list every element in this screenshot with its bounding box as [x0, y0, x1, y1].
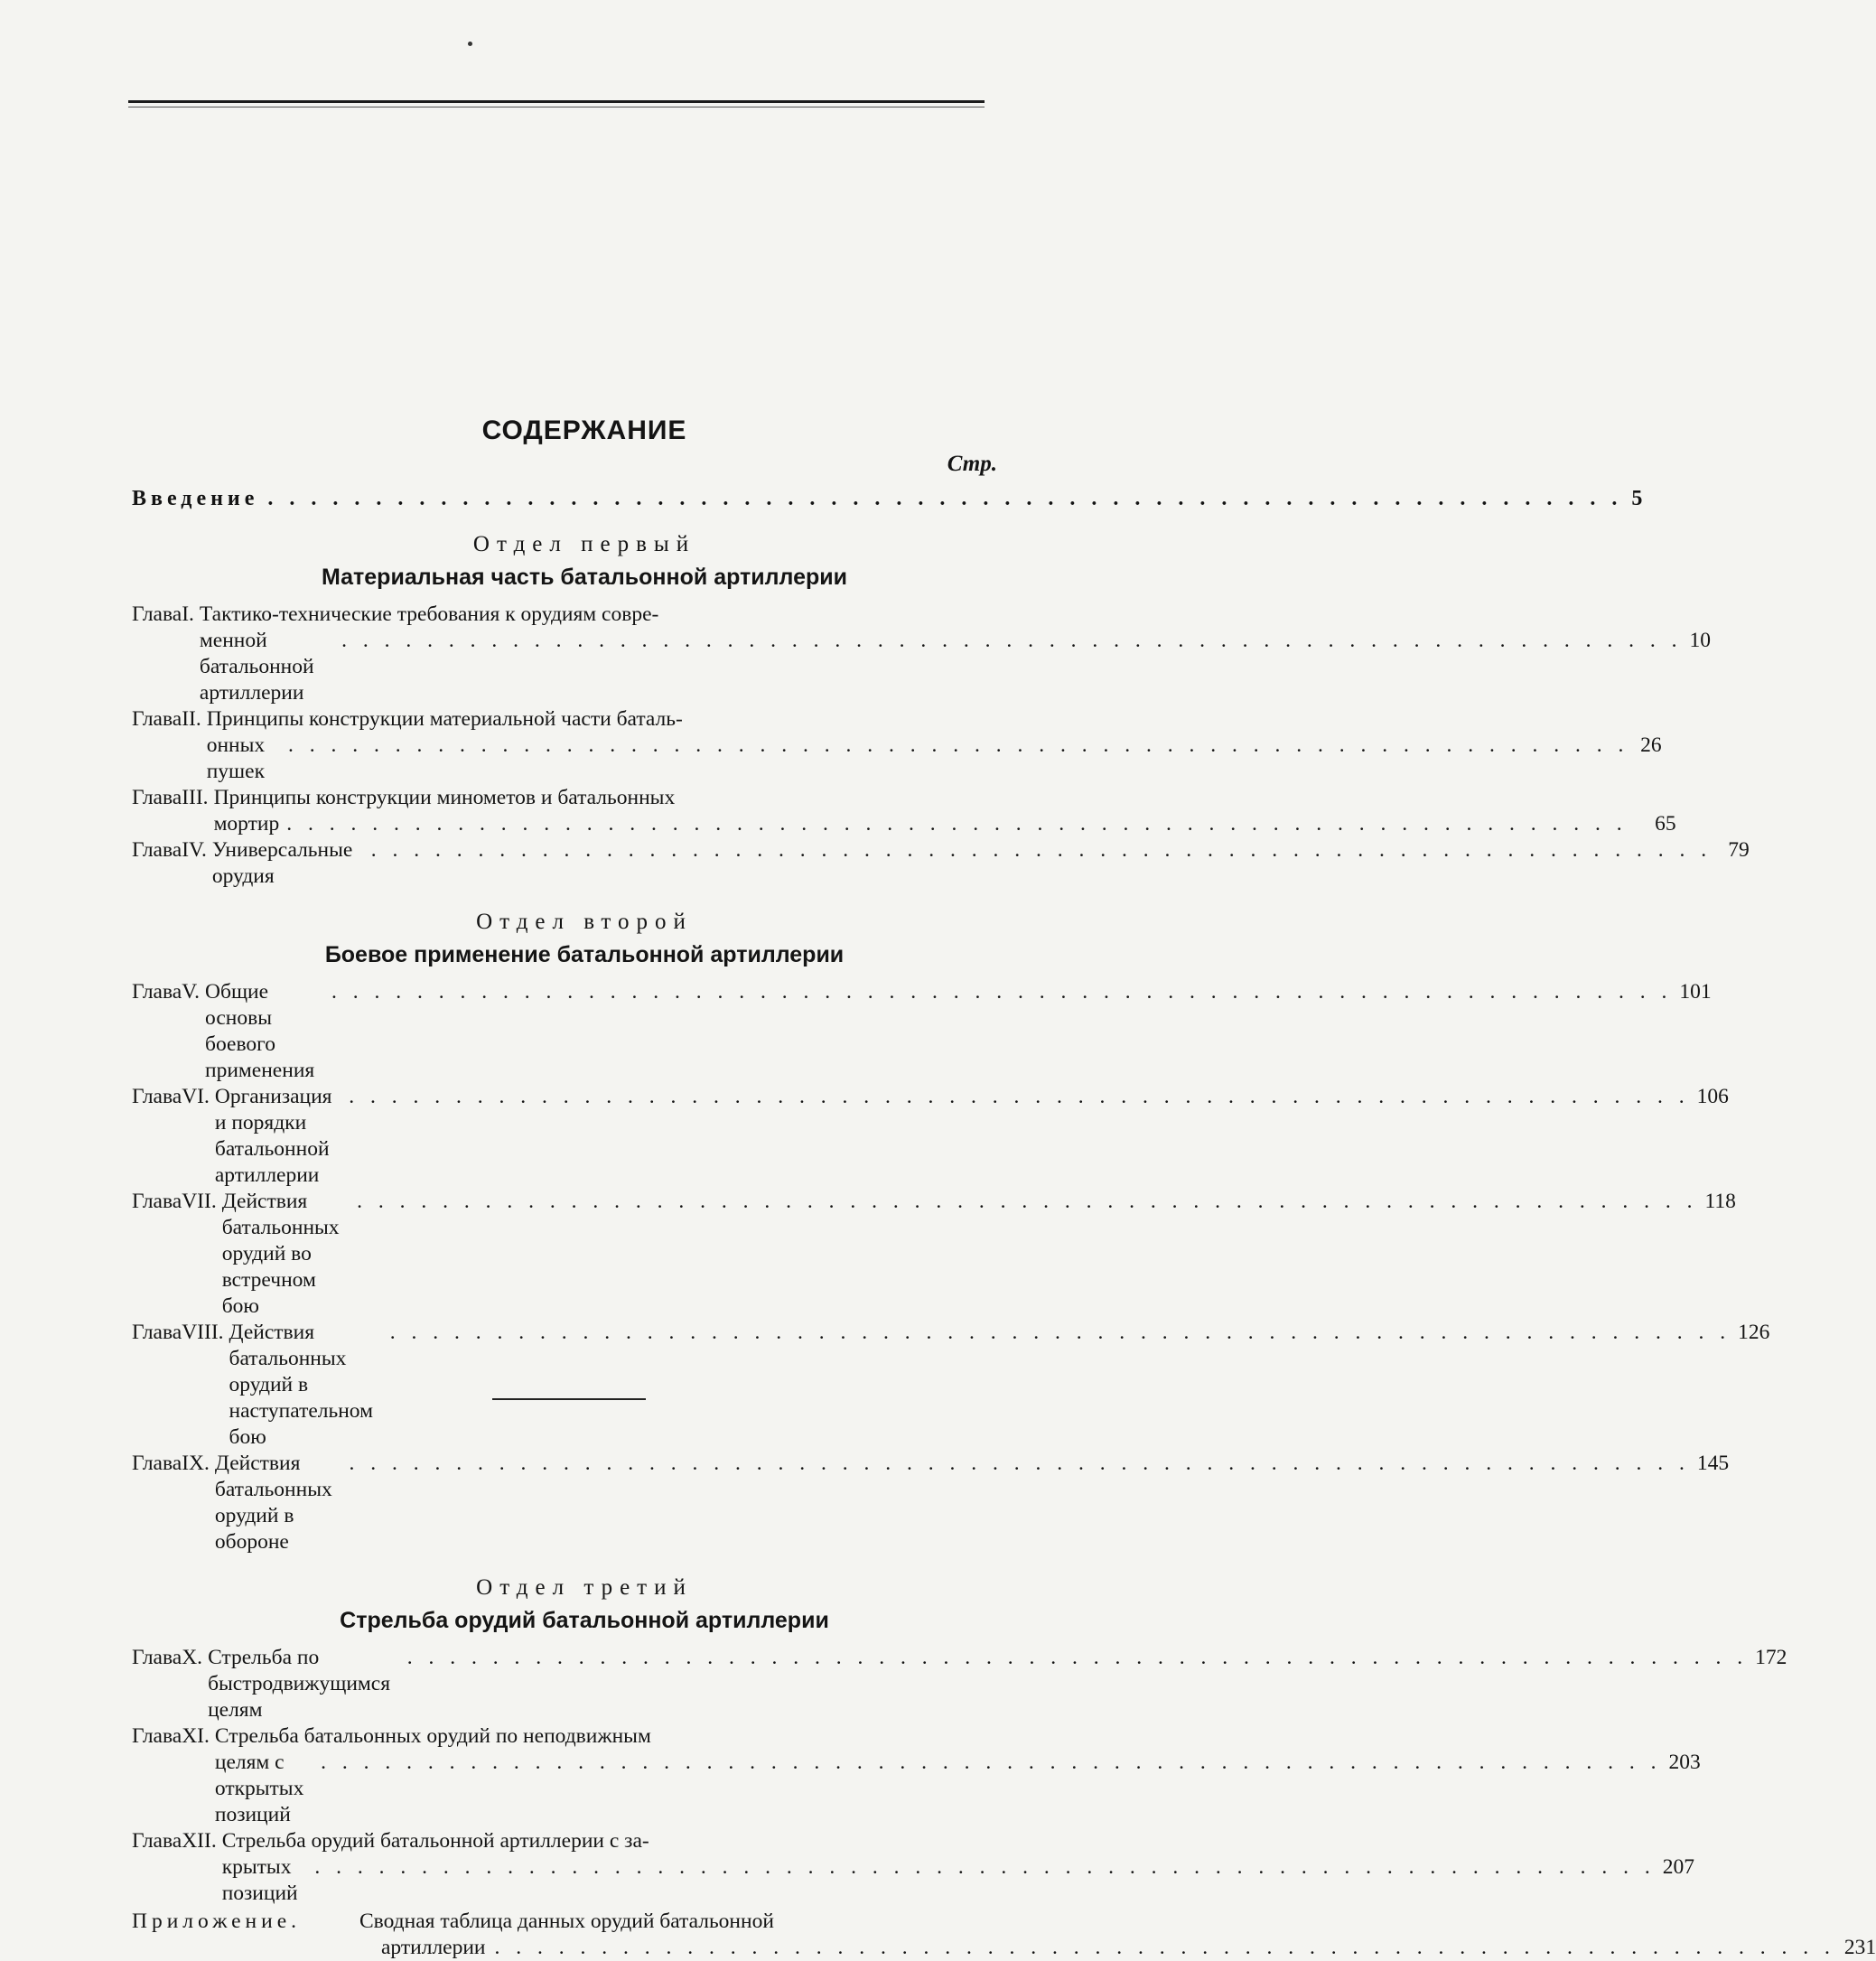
chapter-word: Глава — [132, 1321, 182, 1344]
chapter-word: Глава — [132, 1190, 182, 1213]
chapter-number: VI. — [182, 1085, 210, 1108]
chapter-word: Глава — [132, 1085, 182, 1108]
leader-dots — [349, 1451, 1689, 1555]
chapter-page: 65 — [1655, 812, 1676, 836]
chapter-page: 79 — [1728, 838, 1750, 862]
chapter-last-line — [215, 1451, 1729, 1555]
chapter-entry[interactable] — [132, 1320, 1770, 1451]
section-title: Материальная часть батальонной артиллерии — [322, 565, 847, 590]
chapter-page: 203 — [1668, 1751, 1701, 1774]
chapter-page: 106 — [1696, 1085, 1729, 1108]
chapter-number: VIII. — [182, 1321, 224, 1344]
leader-dots — [321, 1750, 1661, 1828]
leader-dots — [267, 486, 1622, 512]
section-label: Отдел второй — [476, 910, 693, 934]
intro-page: 5 — [1631, 487, 1647, 510]
table-of-contents — [132, 416, 1876, 1961]
chapter-title-text: менной батальонной артиллерии — [199, 629, 314, 705]
intro-entry[interactable] — [132, 486, 1647, 512]
chapter-page: 126 — [1738, 1321, 1770, 1344]
chapter-last-line — [212, 837, 1750, 890]
chapter-page: 118 — [1704, 1190, 1736, 1213]
chapter-title-line: Стрельба батальонных орудий по неподвижным — [214, 1724, 651, 1748]
chapter-number: III. — [182, 786, 209, 809]
chapter-title-line: Принципы конструкции минометов и батальонных — [213, 786, 676, 809]
chapter-number: X. — [182, 1646, 203, 1669]
sections — [132, 532, 1787, 1907]
chapter-title-text: Организация и порядки батальонной артиллерии — [214, 1085, 332, 1187]
leader-dots — [314, 1854, 1655, 1907]
appendix-label: Приложение. — [132, 1910, 302, 1933]
leader-dots — [286, 811, 1627, 837]
chapter-page: 145 — [1696, 1452, 1730, 1475]
appendix-body — [359, 1909, 1001, 1935]
chapter-entry[interactable] — [132, 979, 1712, 1084]
chapter-entry[interactable] — [132, 1828, 1694, 1907]
chapter-word: Глава — [132, 1452, 182, 1475]
chapter-title-text: Общие основы боевого применения — [205, 980, 315, 1082]
chapter-title-line: Тактико-технические требования к орудиям совре- — [199, 602, 659, 626]
chapter-entry[interactable] — [132, 1189, 1736, 1320]
bottom-rule — [492, 1398, 646, 1400]
chapter-number: V. — [182, 980, 201, 1004]
chapter-number: I. — [182, 602, 194, 626]
leader-dots — [341, 628, 1682, 706]
chapter-entry[interactable] — [132, 785, 1676, 837]
leader-dots — [495, 1935, 1835, 1961]
chapter-title-text: Стрельба по быстродвижущимся целям — [208, 1646, 391, 1722]
chapter-page: 26 — [1640, 733, 1662, 757]
chapter-title-line: Стрельба орудий батальонной артиллерии с за- — [221, 1829, 649, 1853]
chapter-title-line: Принципы конструкции материальной части баталь- — [206, 707, 683, 731]
appendix-entry[interactable] — [132, 1909, 1001, 1935]
chapter-body — [215, 1451, 1729, 1555]
printed-dot — [468, 42, 472, 46]
chapter-word: Глава — [132, 1724, 182, 1748]
chapter-word: Глава — [132, 786, 182, 809]
chapter-body — [215, 1084, 1729, 1189]
leader-dots — [407, 1645, 1748, 1723]
appendix-last-text: артиллерии — [381, 1936, 486, 1959]
chapter-entry[interactable] — [132, 1723, 1701, 1828]
leader-dots — [349, 1084, 1689, 1189]
intro-label: Введение — [132, 487, 259, 510]
chapter-body — [205, 979, 1712, 1084]
chapter-word: Глава — [132, 1646, 182, 1669]
chapter-last-line — [222, 1189, 1736, 1320]
chapter-last-line — [208, 1645, 1787, 1723]
chapter-word: Глава — [132, 838, 182, 862]
chapter-body — [214, 785, 1676, 837]
chapter-number: XII. — [182, 1829, 217, 1853]
chapter-last-line — [229, 1320, 1770, 1451]
top-rule — [128, 100, 985, 103]
chapter-title-text: Универсальные орудия — [211, 838, 353, 888]
chapter-page: 207 — [1662, 1855, 1694, 1879]
chapter-title-text: онных пушек — [206, 733, 266, 783]
chapter-body — [207, 706, 1662, 785]
chapter-number: IV. — [182, 838, 207, 862]
chapter-last-line — [214, 811, 1676, 837]
chapter-body — [200, 602, 1711, 706]
leader-dots — [288, 733, 1629, 785]
appendix-line: Сводная таблица данных орудий батальонной — [359, 1910, 774, 1933]
toc-title: СОДЕРЖАНИЕ — [481, 416, 687, 445]
leader-dots — [371, 837, 1712, 890]
chapter-title-text: Действия батальонных орудий в обороне — [214, 1452, 332, 1554]
appendix-page: 231 — [1843, 1936, 1876, 1959]
chapter-entry[interactable] — [132, 1451, 1730, 1555]
chapter-title-text: Действия батальонных орудий в наступательном бою — [229, 1321, 373, 1449]
chapter-title-text: целям с открытых позиций — [214, 1751, 304, 1826]
chapter-word: Глава — [132, 980, 182, 1004]
chapter-entry[interactable] — [132, 1645, 1787, 1723]
chapter-body — [212, 837, 1750, 890]
chapter-entry[interactable] — [132, 837, 1750, 890]
chapter-number: VII. — [182, 1190, 217, 1213]
appendix-last-line — [132, 1935, 1876, 1961]
page-column-header: Стр. — [947, 452, 997, 476]
chapter-body — [229, 1320, 1770, 1451]
chapter-last-line — [215, 1084, 1729, 1189]
chapter-last-line — [207, 733, 1662, 785]
section-title: Боевое применение батальонной артиллерии — [324, 942, 845, 967]
section-label: Отдел третий — [476, 1575, 693, 1600]
chapter-word: Глава — [132, 707, 182, 731]
chapter-page: 172 — [1755, 1646, 1787, 1669]
chapter-title-text: мортир — [213, 812, 280, 836]
chapter-entry[interactable] — [132, 602, 1711, 706]
chapter-title-text: Действия батальонных орудий во встречном бою — [221, 1190, 340, 1318]
chapter-last-line — [205, 979, 1712, 1084]
chapter-title-text: крытых позиций — [221, 1855, 298, 1905]
chapter-page: 10 — [1689, 629, 1711, 652]
chapter-number: XI. — [182, 1724, 210, 1748]
leader-dots — [331, 979, 1672, 1084]
chapter-entry[interactable] — [132, 706, 1662, 785]
chapter-body — [208, 1645, 1787, 1723]
chapter-body — [222, 1828, 1694, 1907]
leader-dots — [357, 1189, 1697, 1320]
leader-dots — [390, 1320, 1731, 1451]
chapter-number: II. — [182, 707, 201, 731]
chapter-number: IX. — [182, 1452, 210, 1475]
chapter-body — [215, 1723, 1701, 1828]
chapter-last-line — [222, 1854, 1694, 1907]
chapter-last-line — [215, 1750, 1701, 1828]
section-title: Стрельба орудий батальонной артиллерии — [340, 1608, 829, 1633]
chapter-entry[interactable] — [132, 1084, 1729, 1189]
chapter-body — [222, 1189, 1736, 1320]
chapter-word: Глава — [132, 1829, 182, 1853]
section-label: Отдел первый — [472, 532, 696, 556]
chapter-word: Глава — [132, 602, 182, 626]
chapter-page: 101 — [1679, 980, 1712, 1004]
chapter-last-line — [200, 628, 1711, 706]
